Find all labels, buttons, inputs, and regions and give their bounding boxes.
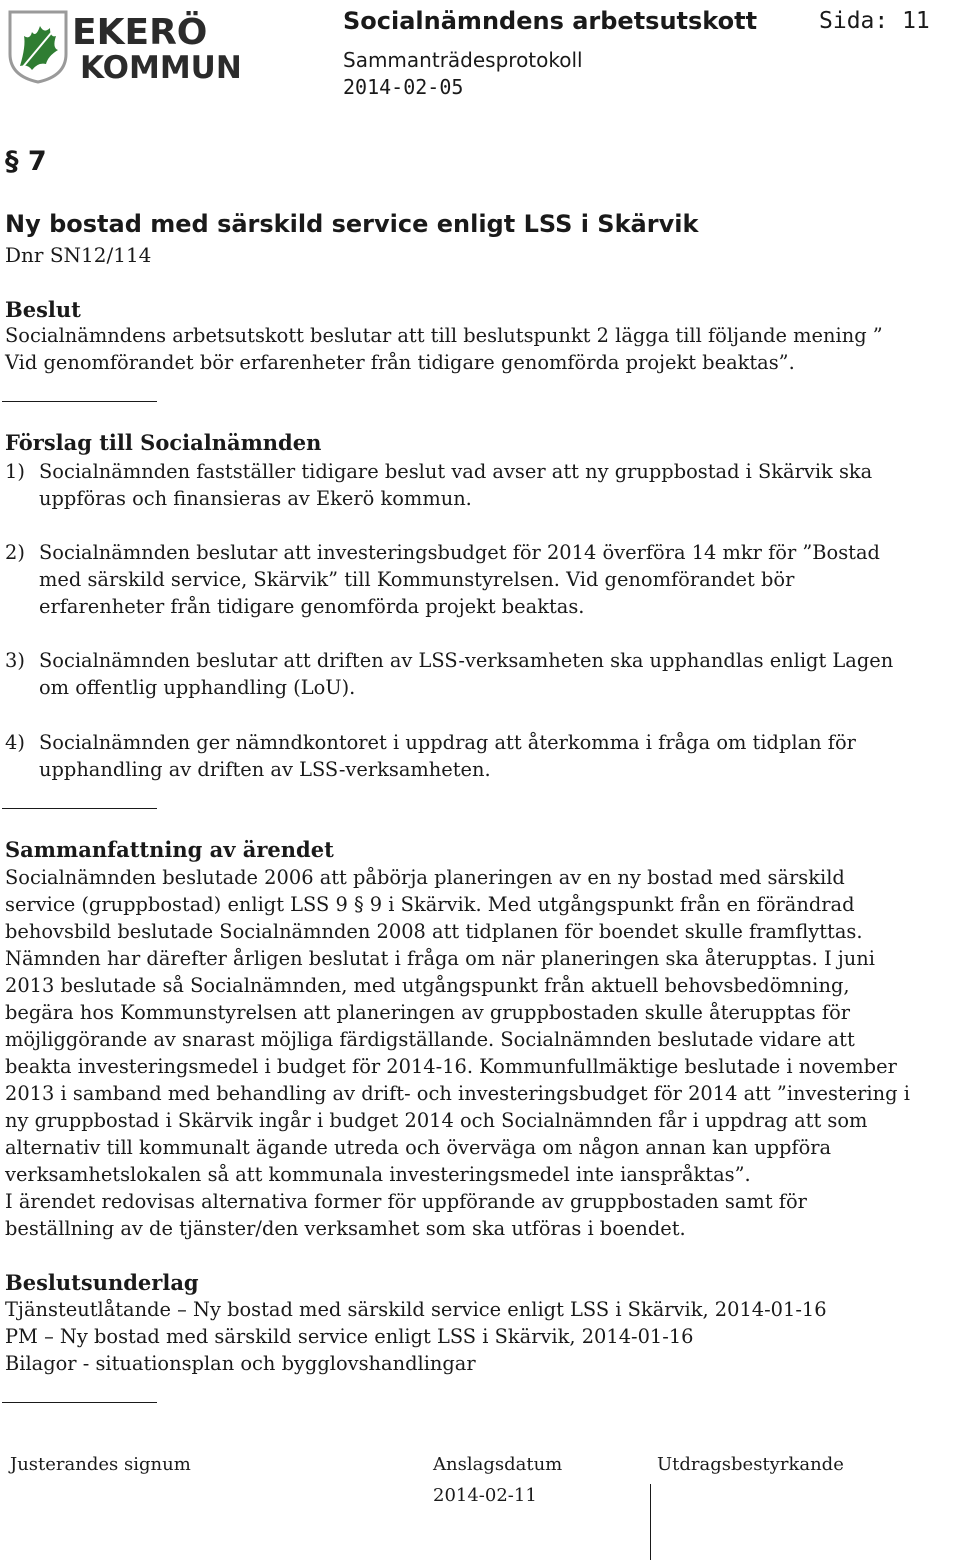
section-divider (2, 808, 157, 809)
forslag-heading: Förslag till Socialnämnden (5, 430, 322, 455)
beslut-line: Socialnämndens arbetsutskott beslutar att till beslutspunkt 2 lägga till följande mening ” (5, 324, 883, 347)
protocol-type: Sammanträdesprotokoll (343, 48, 583, 72)
body-line: beställning av de tjänster/den verksamhet som ska utföras i boendet. (5, 1217, 686, 1240)
sammanfattning-heading: Sammanfattning av ärendet (5, 837, 334, 862)
item-line: med särskild service, Skärvik” till Kommunstyrelsen. Vid genomförandet bör (39, 568, 795, 591)
item-number: 1) (5, 460, 25, 483)
beslut-heading: Beslut (5, 297, 81, 322)
item-line: Socialnämnden beslutar att driften av LSS-verksamheten ska upphandlas enligt Lagen (39, 649, 894, 672)
item-line: erfarenheter från tidigare genomförda projekt beaktas. (39, 595, 585, 618)
footer-divider (650, 1484, 651, 1560)
body-line: alternativ till kommunalt ägande utreda och överväga om någon annan kan uppföra (5, 1136, 832, 1159)
underlag-line: PM – Ny bostad med särskild service enligt LSS i Skärvik, 2014-01-16 (5, 1325, 694, 1348)
item-line: upphandling av driften av LSS-verksamheten. (39, 758, 491, 781)
body-line: ny gruppbostad i Skärvik ingår i budget 2014 och Socialnämnden får i uppdrag att som (5, 1109, 868, 1132)
body-line: 2013 i samband med behandling av drift- och investeringsbudget för 2014 att ”investering i (5, 1082, 910, 1105)
body-line: Nämnden har därefter årligen beslutat i fråga om när planeringen ska återupptas. I juni (5, 947, 875, 970)
beslutsunderlag-heading: Beslutsunderlag (5, 1270, 199, 1295)
body-line: möjliggörande av snarast möjliga färdigställande. Socialnämnden beslutade vidare att (5, 1028, 855, 1051)
logo-text-top: EKERÖ (72, 12, 208, 53)
body-line: begära hos Kommunstyrelsen att planeringen av gruppbostaden skulle återupptas för (5, 1001, 851, 1024)
body-line: Socialnämnden beslutade 2006 att påbörja planeringen av en ny bostad med särskild (5, 866, 845, 889)
item-line: om offentlig upphandling (LoU). (39, 676, 356, 699)
beslut-line: Vid genomförandet bör erfarenheter från tidigare genomförda projekt beaktas”. (5, 351, 795, 374)
ekero-kommun-logo (8, 6, 242, 86)
body-line: beakta investeringsmedel i budget för 2014-16. Kommunfullmäktige beslutade i november (5, 1055, 897, 1078)
signum-label: Justerandes signum (10, 1454, 191, 1475)
section-divider (2, 1402, 157, 1403)
item-line: Socialnämnden beslutar att investeringsbudget för 2014 överföra 14 mkr för ”Bostad (39, 541, 880, 564)
case-number: Dnr SN12/114 (5, 243, 152, 267)
committee-title: Socialnämndens arbetsutskott (343, 7, 758, 35)
sammanfattning-body (5, 864, 910, 1242)
meeting-date: 2014-02-05 (343, 75, 464, 99)
anslagsdatum-value: 2014-02-11 (433, 1485, 537, 1506)
item-line: uppföras och finansieras av Ekerö kommun. (39, 487, 472, 510)
logo-text-bottom: KOMMUN (80, 50, 242, 86)
body-line: behovsbild beslutade Socialnämnden 2008 att tidplanen för boendet skulle framflyttas. (5, 920, 863, 943)
item-line: Socialnämnden ger nämndkontoret i uppdrag att återkomma i fråga om tidplan för (39, 731, 856, 754)
page-number: Sida: 11 (819, 8, 930, 34)
body-line: verksamhetslokalen så att kommunala investeringsmedel inte ianspråktas”. (5, 1163, 751, 1186)
body-line: service (gruppbostad) enligt LSS 9 § 9 i Skärvik. Med utgångspunkt från en förändrad (5, 893, 855, 916)
item-number: 3) (5, 649, 25, 672)
item-number: 4) (5, 731, 25, 754)
paragraph-number: § 7 (5, 146, 47, 177)
underlag-line: Bilagor - situationsplan och bygglovshandlingar (5, 1352, 476, 1375)
underlag-line: Tjänsteutlåtande – Ny bostad med särskild service enligt LSS i Skärvik, 2014-01-16 (5, 1298, 827, 1321)
ekero-leaf-icon (8, 6, 242, 86)
case-title: Ny bostad med särskild service enligt LSS i Skärvik (5, 210, 699, 238)
item-line: Socialnämnden fastställer tidigare beslut vad avser att ny gruppbostad i Skärvik ska (39, 460, 873, 483)
section-divider (2, 401, 157, 402)
item-number: 2) (5, 541, 25, 564)
anslagsdatum-label: Anslagsdatum (433, 1454, 563, 1475)
utdrag-label: Utdragsbestyrkande (657, 1454, 844, 1475)
body-line: I ärendet redovisas alternativa former för uppförande av gruppbostaden samt för (5, 1190, 807, 1213)
body-line: 2013 beslutade så Socialnämnden, med utgångspunkt från aktuell behovsbedömning, (5, 974, 850, 997)
